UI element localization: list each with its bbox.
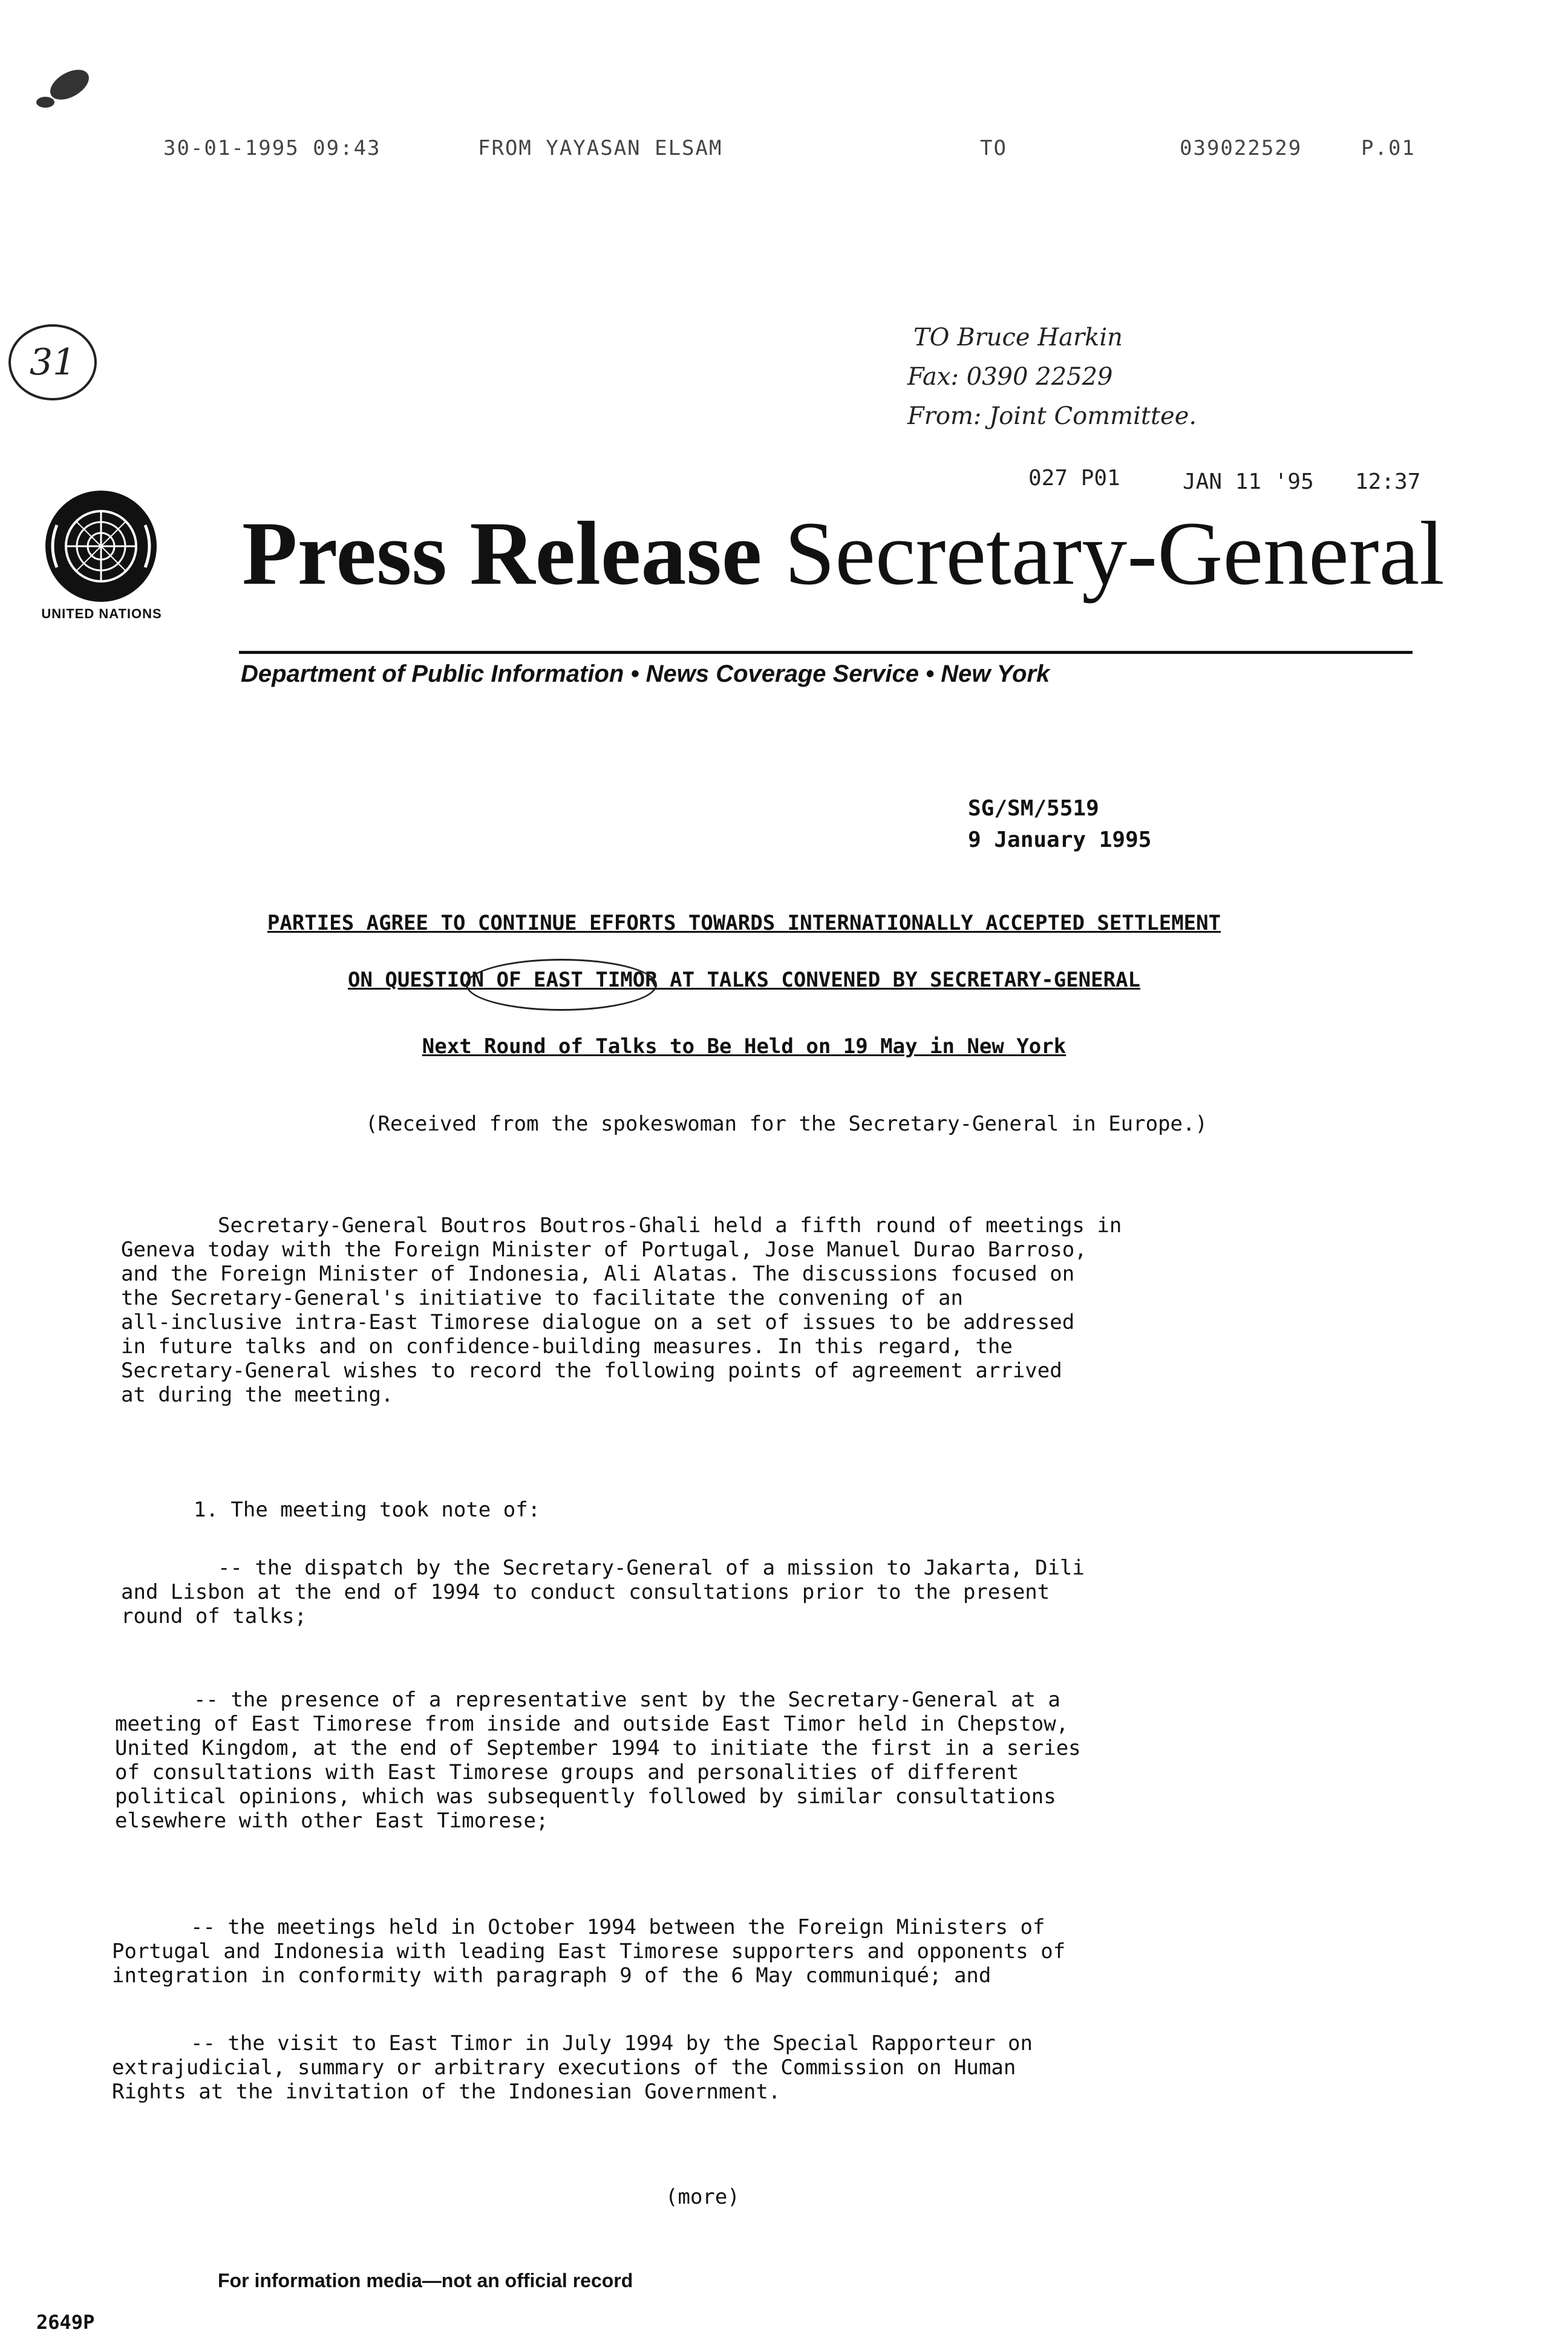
paragraph-line: political opinions, which was subsequently followed by similar consultations xyxy=(115,1784,1056,1809)
fax-stamp-code: 027 P01 xyxy=(1028,466,1120,491)
item-1-paragraph-4 xyxy=(112,2031,1033,2104)
subheadline: Next Round of Talks to Be Held on 19 May in New York xyxy=(422,1034,1067,1059)
intro-line: Geneva today with the Foreign Minister of Portugal, Jose Manuel Durao Barroso, xyxy=(121,1238,1087,1262)
department-line: Department of Public Information • News Coverage Service • New York xyxy=(241,661,1050,687)
paragraph-line: -- the meetings held in October 1994 between the Foreign Ministers of xyxy=(191,1915,1045,1939)
paragraph-line: United Kingdom, at the end of September 1994 to initiate the first in a series xyxy=(115,1736,1081,1760)
title-rule xyxy=(239,651,1413,654)
reference-number: SG/SM/5519 xyxy=(968,796,1099,821)
paragraph-line: Portugal and Indonesia with leading East Timorese supporters and opponents of xyxy=(112,1939,1066,1964)
received-note: (Received from the spokeswoman for the Secretary-General in Europe.) xyxy=(365,1112,1207,1136)
intro-line: Secretary-General wishes to record the following points of agreement arrived xyxy=(121,1359,1062,1383)
paragraph-line: integration in conformity with paragraph 9 of the 6 May communiqué; and xyxy=(112,1964,991,1988)
intro-line: at during the meeting. xyxy=(121,1383,394,1407)
intro-line: all-inclusive intra-East Timorese dialogue on a set of issues to be addressed xyxy=(121,1310,1075,1334)
handwritten-fax-line: Fax: 0390 22529 xyxy=(907,363,1113,391)
more-label: (more) xyxy=(665,2185,740,2209)
intro-line: the Secretary-General's initiative to facilitate the convening of an xyxy=(121,1286,963,1310)
fax-stamp-time: 12:37 xyxy=(1355,469,1421,494)
fax-transmission-header xyxy=(163,136,1446,166)
paragraph-line: round of talks; xyxy=(121,1604,307,1628)
press-release-title xyxy=(242,503,1445,604)
fax-page: P.01 xyxy=(1361,136,1416,160)
fax-to: TO xyxy=(980,136,1007,160)
circled-page-number: 31 xyxy=(8,324,97,400)
item-1-paragraph-2 xyxy=(115,1688,1081,1833)
paragraph-line: meeting of East Timorese from inside and outside East Timor held in Chepstow, xyxy=(115,1712,1069,1736)
item-1-paragraph-3 xyxy=(112,1915,1065,1988)
item-1-heading: 1. The meeting took note of: xyxy=(194,1498,541,1522)
footer-code: 2649P xyxy=(36,2311,95,2334)
handwritten-from-line: From: Joint Committee. xyxy=(907,402,1197,430)
intro-line: and the Foreign Minister of Indonesia, Ali Alatas. The discussions focused on xyxy=(121,1262,1075,1286)
footer-note: For information media—not an official record xyxy=(218,2270,633,2291)
headline-line-1: PARTIES AGREE TO CONTINUE EFFORTS TOWARDS INTERNATIONALLY ACCEPTED SETTLEMENT xyxy=(267,911,1221,935)
fax-from: FROM YAYASAN ELSAM xyxy=(478,136,723,160)
un-logo-label: UNITED NATIONS xyxy=(41,606,162,621)
title-regular-part: Secretary-General xyxy=(784,503,1445,604)
intro-line: Secretary-General Boutros Boutros-Ghali held a fifth round of meetings in xyxy=(218,1213,1122,1238)
handwritten-to-line: TO Bruce Harkin xyxy=(913,324,1123,351)
intro-line: in future talks and on confidence-building measures. In this regard, the xyxy=(121,1334,1013,1359)
scan-speck xyxy=(36,97,54,108)
paragraph-line: of consultations with East Timorese groups and personalities of different xyxy=(115,1760,1019,1784)
paragraph-line: -- the dispatch by the Secretary-General of a mission to Jakarta, Dili xyxy=(218,1556,1085,1580)
paragraph-line: and Lisbon at the end of 1994 to conduct consultations prior to the present xyxy=(121,1580,1050,1604)
item-1-paragraph-1 xyxy=(121,1556,1085,1628)
paragraph-line: extrajudicial, summary or arbitrary executions of the Commission on Human xyxy=(112,2055,1016,2080)
fax-number: 039022529 xyxy=(1180,136,1302,160)
title-bold-part: Press Release xyxy=(242,503,762,604)
fax-stamp-date: JAN 11 '95 xyxy=(1183,469,1314,494)
paragraph-line: elsewhere with other East Timorese; xyxy=(115,1809,549,1833)
paragraph-line: -- the visit to East Timor in July 1994 by the Special Rapporteur on xyxy=(191,2031,1033,2055)
paragraph-line: -- the presence of a representative sent by the Secretary-General at a xyxy=(194,1688,1060,1712)
un-emblem-icon xyxy=(44,489,158,604)
east-timor-circle-mark xyxy=(466,959,657,1011)
fax-date-time: 30-01-1995 09:43 xyxy=(163,136,381,160)
intro-paragraph xyxy=(121,1213,1122,1407)
headline-line-2: ON QUESTION OF EAST TIMOR AT TALKS CONVENED BY SECRETARY-GENERAL xyxy=(347,968,1141,992)
paragraph-line: Rights at the invitation of the Indonesian Government. xyxy=(112,2080,781,2104)
reference-date: 9 January 1995 xyxy=(968,828,1152,852)
